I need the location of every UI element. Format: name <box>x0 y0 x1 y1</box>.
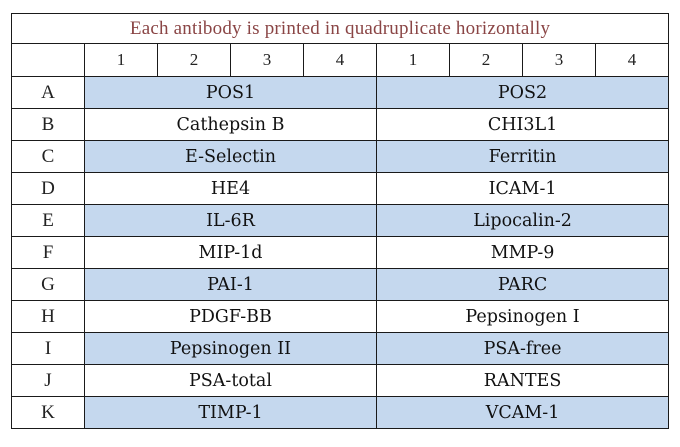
antibody-cell-right: MMP-9 <box>377 237 669 269</box>
antibody-cell-left: PAI-1 <box>85 269 377 301</box>
antibody-cell-left: PDGF-BB <box>85 301 377 333</box>
antibody-array-layout <box>11 13 668 437</box>
antibody-cell-right: Lipocalin-2 <box>377 205 669 237</box>
row-label: B <box>12 109 85 141</box>
row-label: J <box>12 365 85 397</box>
antibody-cell-right: CHI3L1 <box>377 109 669 141</box>
table-row <box>12 365 669 397</box>
row-label: G <box>12 269 85 301</box>
antibody-cell-left: E-Selectin <box>85 141 377 173</box>
antibody-cell-left: TIMP-1 <box>85 397 377 429</box>
row-label: F <box>12 237 85 269</box>
antibody-cell-right: PARC <box>377 269 669 301</box>
table-caption: Each antibody is printed in quadruplicate horizontally <box>12 14 669 44</box>
antibody-cell-left: IL-6R <box>85 205 377 237</box>
caption-row <box>12 14 669 44</box>
antibody-cell-left: Cathepsin B <box>85 109 377 141</box>
column-number: 3 <box>523 44 596 77</box>
table-row <box>12 173 669 205</box>
corner-cell <box>12 44 85 77</box>
row-label: C <box>12 141 85 173</box>
column-number-row <box>12 44 669 77</box>
antibody-cell-right: Ferritin <box>377 141 669 173</box>
column-number: 1 <box>377 44 450 77</box>
antibody-cell-right: RANTES <box>377 365 669 397</box>
table-row <box>12 397 669 429</box>
antibody-cell-left: Pepsinogen II <box>85 333 377 365</box>
antibody-cell-right: PSA-free <box>377 333 669 365</box>
antibody-layout-table <box>11 13 669 429</box>
table-row <box>12 109 669 141</box>
antibody-cell-right: Pepsinogen I <box>377 301 669 333</box>
row-label: I <box>12 333 85 365</box>
antibody-cell-left: PSA-total <box>85 365 377 397</box>
column-number: 2 <box>158 44 231 77</box>
antibody-cell-right: ICAM-1 <box>377 173 669 205</box>
table-row <box>12 237 669 269</box>
column-number: 3 <box>231 44 304 77</box>
row-label: D <box>12 173 85 205</box>
row-label: E <box>12 205 85 237</box>
table-row <box>12 141 669 173</box>
antibody-cell-left: MIP-1d <box>85 237 377 269</box>
column-number: 4 <box>596 44 669 77</box>
column-number: 4 <box>304 44 377 77</box>
column-number: 2 <box>450 44 523 77</box>
table-row <box>12 333 669 365</box>
antibody-cell-right: POS2 <box>377 77 669 109</box>
table-row <box>12 205 669 237</box>
row-label: H <box>12 301 85 333</box>
table-row <box>12 301 669 333</box>
row-label: A <box>12 77 85 109</box>
table-row <box>12 269 669 301</box>
antibody-cell-right: VCAM-1 <box>377 397 669 429</box>
table-row <box>12 77 669 109</box>
row-label: K <box>12 397 85 429</box>
antibody-cell-left: HE4 <box>85 173 377 205</box>
antibody-cell-left: POS1 <box>85 77 377 109</box>
column-number: 1 <box>85 44 158 77</box>
